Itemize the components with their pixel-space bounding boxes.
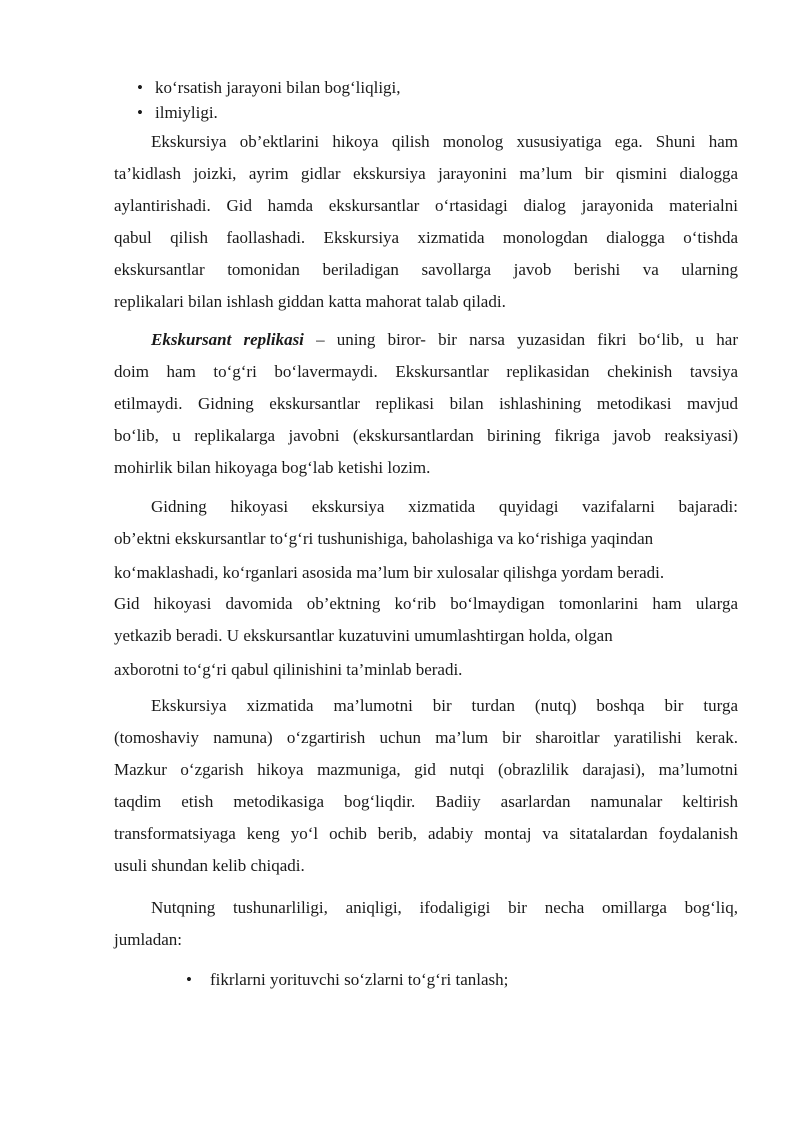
text-line — [114, 690, 738, 722]
bullet-marker: • — [137, 103, 143, 122]
text-line: taqdim etish metodikasiga bog‘liqdir. Badiiy asarlardan namunalar keltirish — [114, 792, 738, 811]
text-line: doim ham to‘g‘ri bo‘lavermaydi. Ekskursantlar replikasidan chekinish tavsiya — [114, 362, 738, 381]
bullet-item — [186, 965, 508, 995]
line-text: Gidning hikoyasi ekskursiya xizmatida quyidagi vazifalarni bajaradi: — [151, 497, 738, 516]
bullet-marker: • — [137, 78, 143, 97]
bullet-item — [137, 77, 401, 99]
paragraph-transformatsiya — [114, 690, 738, 882]
text-line: mohirlik bilan hikoyaga bog‘lab ketishi lozim. — [114, 458, 431, 477]
text-line: replikalari bilan ishlash giddan katta mahorat talab qiladi. — [114, 292, 506, 311]
text-line: usuli shundan kelib chiqadi. — [114, 856, 305, 875]
text-line: ob’ektni ekskursantlar to‘g‘ri tushunishiga, baholashiga va ko‘rishiga yaqindan — [114, 529, 654, 548]
text-line: transformatsiyaga keng yo‘l ochib berib, adabiy montaj va sitatalardan foydalanish — [114, 824, 738, 843]
text-line — [114, 892, 738, 924]
line-text: Nutqning tushunarliligi, aniqligi, ifodaligigi bir necha omillarga bog‘liq, — [151, 898, 738, 917]
text-line: jumladan: — [114, 930, 182, 949]
text-line: (tomoshaviy namuna) o‘zgartirish uchun ma’lum bir sharoitlar yaratilishi kerak. — [114, 728, 738, 747]
text-line: ko‘maklashadi, ko‘rganlari asosida ma’lum bir xulosalar qilishga yordam beradi. — [114, 563, 665, 582]
bullet-text: ko‘rsatish jarayoni bilan bog‘liqligi, — [155, 78, 401, 97]
line-text: Ekskursiya ob’ektlarini hikoya qilish monolog xususiyatiga ega. Shuni ham — [151, 132, 738, 151]
bullet-item — [137, 102, 218, 124]
text-line: aylantirishadi. Gid hamda ekskursantlar o‘rtasidagi dialog jarayonida materialni — [114, 196, 738, 215]
text-line: bo‘lib, u replikalarga javobni (ekskursantlardan birining fikriga javob reaksiyasi) — [114, 426, 738, 445]
bullet-marker: • — [186, 970, 192, 989]
line-text: Ekskursiya xizmatida ma’lumotni bir turdan (nutq) boshqa bir turga — [151, 696, 738, 715]
text-line: yetkazib beradi. U ekskursantlar kuzatuvini umumlashtirgan holda, olgan — [114, 626, 613, 645]
paragraph-hikoya-continued — [114, 588, 738, 620]
paragraph-hikoya-vazifalari — [114, 491, 738, 523]
text-line: qabul qilish faollashadi. Ekskursiya xizmatida monologdan dialogga o‘tishda — [114, 228, 738, 247]
paragraph-nutq — [114, 892, 738, 956]
paragraph-monolog — [114, 126, 738, 318]
text-line: Gid hikoyasi davomida ob’ektning ko‘rib bo‘lmaydigan tomonlarini ham ularga — [114, 594, 738, 613]
bullet-text: ilmiyligi. — [155, 103, 218, 122]
paragraph-replika — [114, 324, 738, 484]
bullet-text: fikrlarni yorituvchi so‘zlarni to‘g‘ri tanlash; — [210, 970, 509, 989]
text-line: ekskursantlar tomonidan beriladigan savollarga javob berishi va ularning — [114, 260, 738, 279]
term-ekskursant-replikasi: Ekskursant replikasi — [151, 330, 304, 349]
text-line — [114, 324, 738, 356]
text-line: axborotni to‘g‘ri qabul qilinishini ta’minlab beradi. — [114, 660, 463, 679]
text-line — [114, 491, 738, 523]
text-line — [114, 126, 738, 158]
text-line: Mazkur o‘zgarish hikoya mazmuniga, gid nutqi (obrazlilik darajasi), ma’lumotni — [114, 760, 738, 779]
line-text: – uning biror- bir narsa yuzasidan fikri bo‘lib, u har — [303, 330, 739, 349]
text-line: ta’kidlash joizki, ayrim gidlar ekskursiya jarayonini ma’lum bir qismini dialogga — [114, 164, 738, 183]
text-line: etilmaydi. Gidning ekskursantlar replikasi bilan ishlashining metodikasi mavjud — [114, 394, 738, 413]
